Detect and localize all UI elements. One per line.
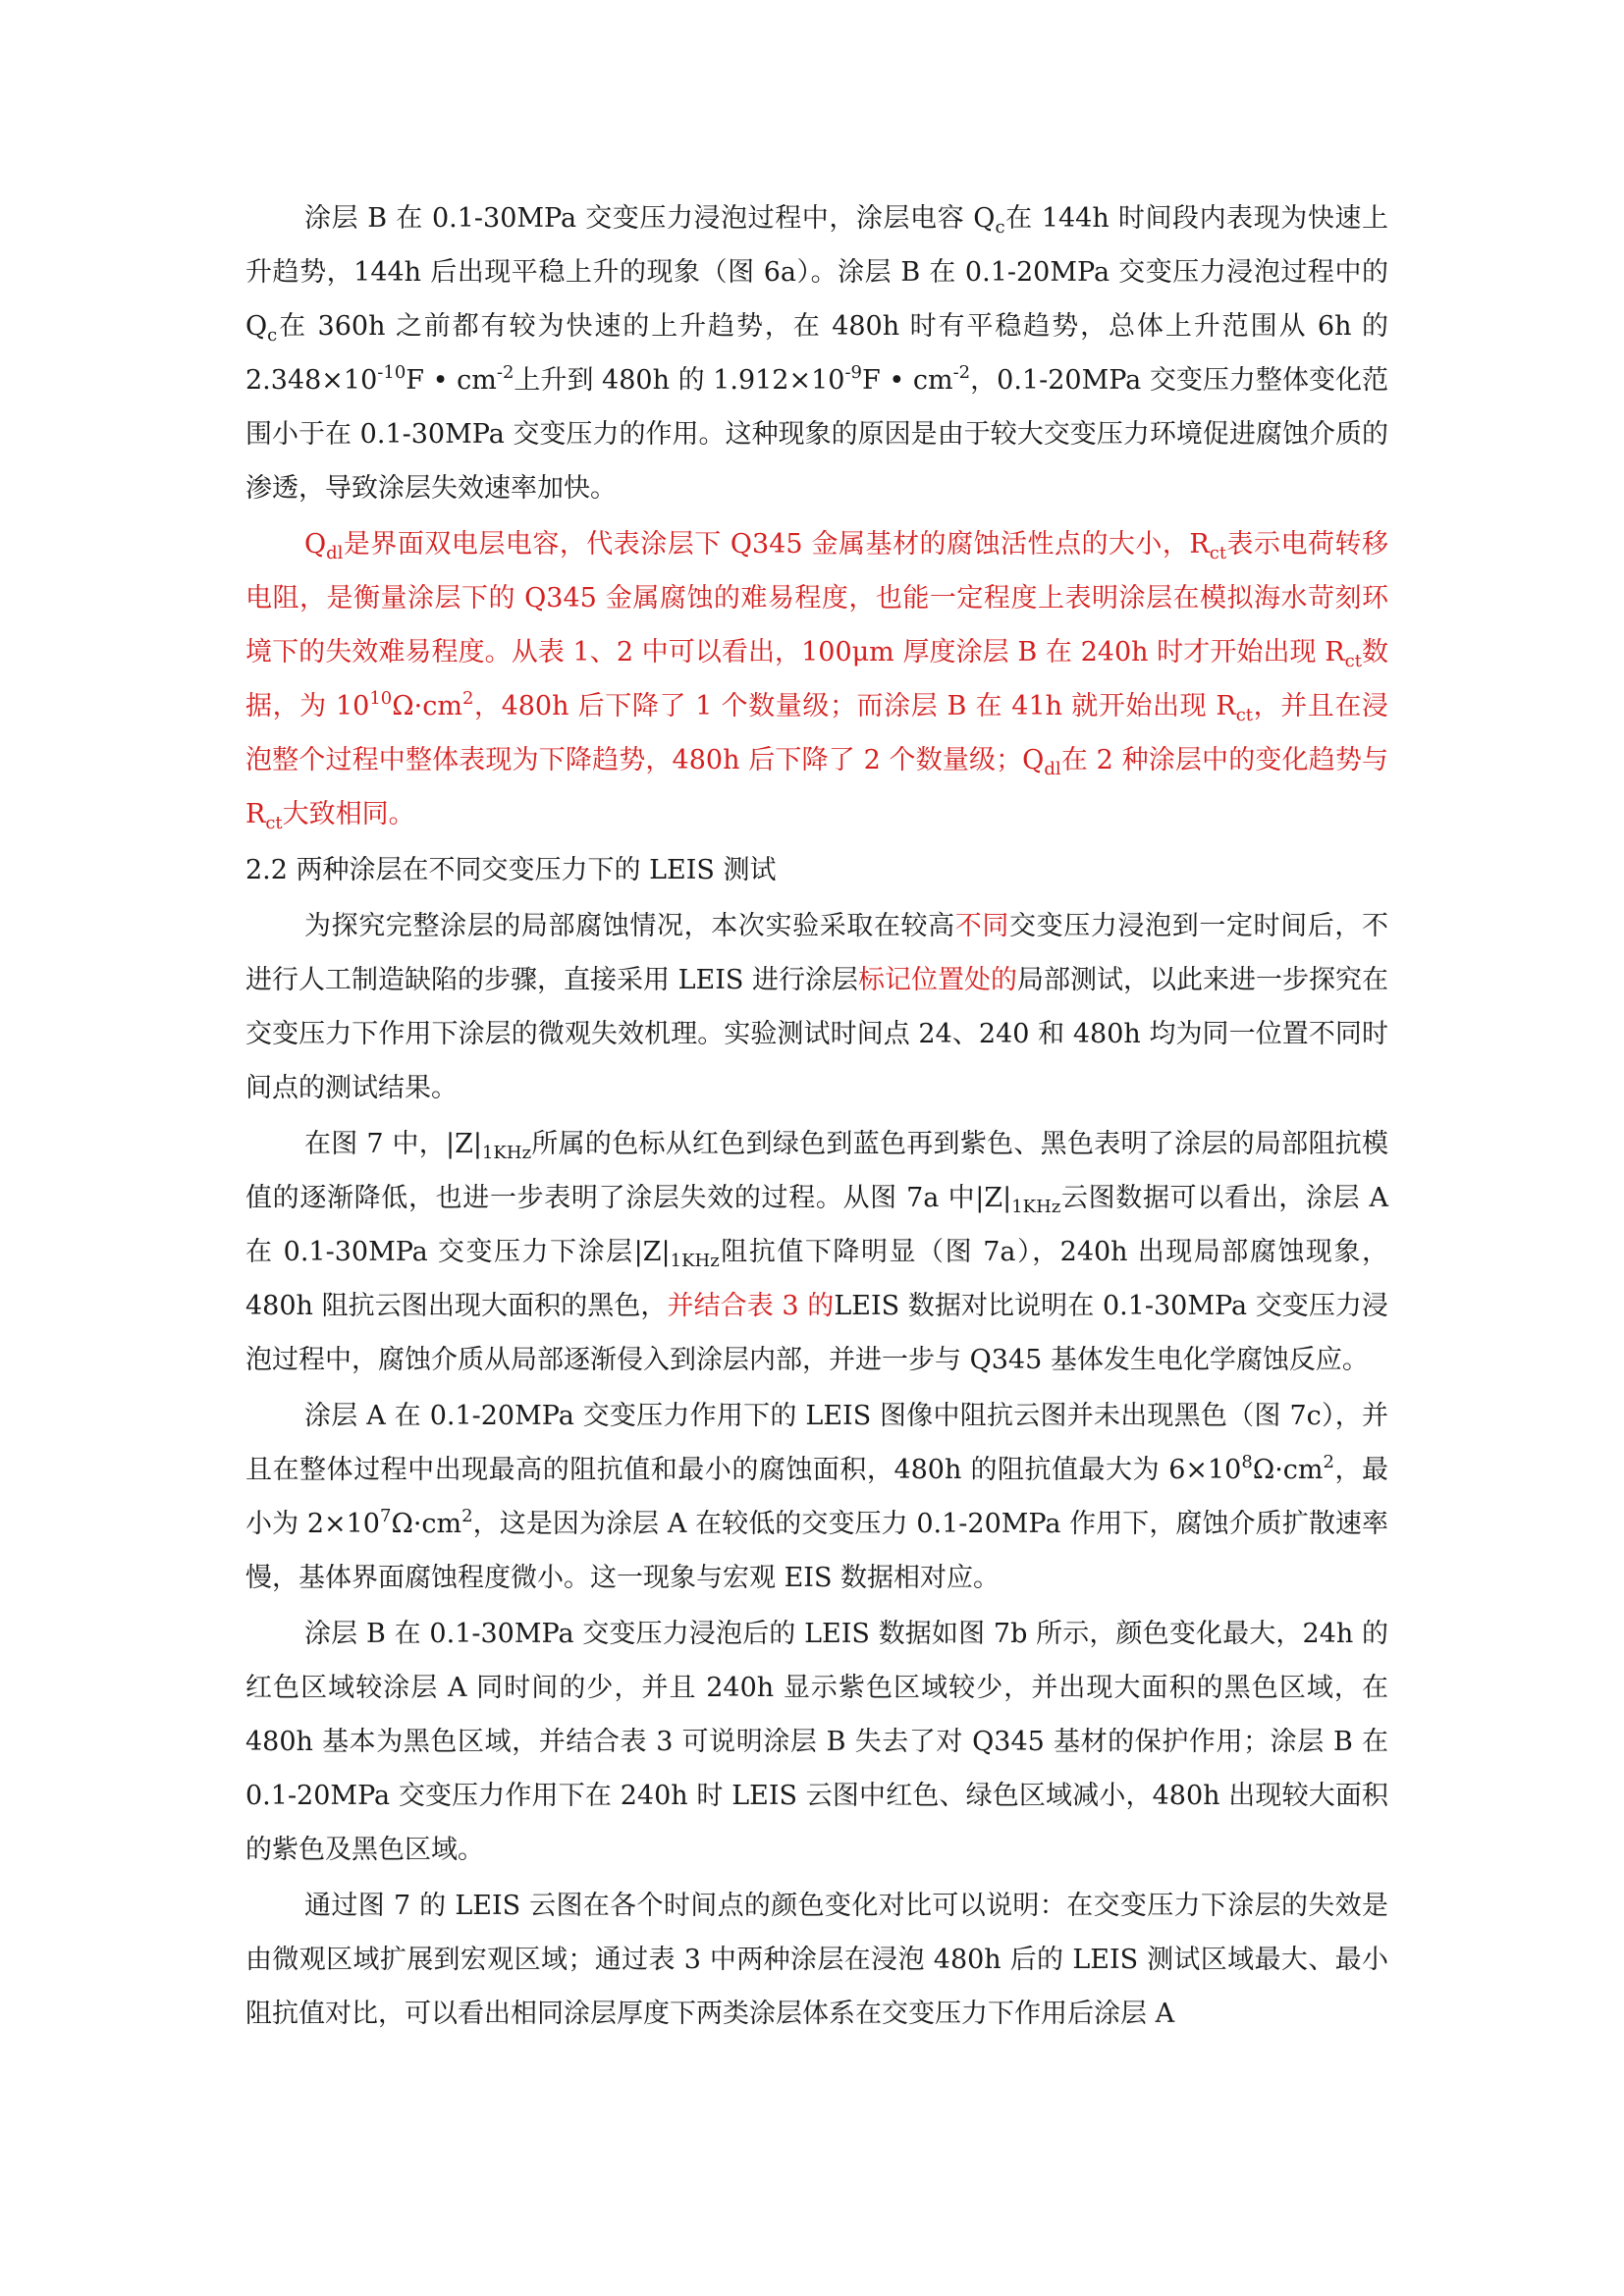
paragraph-coating-b-capacitance: 涂层 B 在 0.1-30MPa 交变压力浸泡过程中，涂层电容 $Q_c$在 144h 时间段内表现为快速上升趋势，144h 后出现平稳上升的现象（图 6a）。涂层 B 在 0.1-20MPa 交变压力浸泡过程中的 $Q_c$在 360h 之前都有较为快速的上升趋势，在 480h 时有平稳趋势，总体上升范围从 6h 的 $2.348\times 10^{-10}F$ • $cm^{-2}$上升到 480h 的 $1.912\times 10^{-9}F$ • $cm^{-2}$，0.1-20MPa 交变压力整体变化范围小于在 0.1-30MPa 交变压力的作用。这种现象的原因是由于较大交变压力环境促进腐蚀介质的渗透，导致涂层失效速率加快。 xyxy=(245,203,1388,504)
paragraph-coating-a-leis: 涂层 A 在 0.1-20MPa 交变压力作用下的 LEIS 图像中阻抗云图并未出现黑色（图 7c），并且在整体过程中出现最高的阻抗值和最小的腐蚀面积，480h 的阻抗值最大为 $6\times 10^8\Omega\cdot cm^2$，最小为 $2\times 10^7\Omega\cdot cm^2$，这是因为涂层 A 在较低的交变压力 0.1-20MPa 作用下，腐蚀介质扩散速率慢，基体界面腐蚀程度微小。这一现象与宏观 EIS 数据相对应。 xyxy=(245,1401,1389,1593)
paragraph-conclusion: 通过图 7 的 LEIS 云图在各个时间点的颜色变化对比可以说明：在交变压力下涂层的失效是由微观区域扩展到宏观区域；通过表 3 中两种涂层在浸泡 480h 后的 LEIS 测试区域最大、最小阻抗值对比，可以看出相同涂层厚度下两类涂层体系在交变压力下作用后涂层 A xyxy=(245,1891,1388,2029)
paragraph-coating-b-leis: 涂层 B 在 0.1-30MPa 交变压力浸泡后的 LEIS 数据如图 7b 所示，颜色变化最大，24h 的红色区域较涂层 A 同时间的少，并且 240h 显示紫色区域较少，并出现大面积的黑色区域，在 480h 基本为黑色区域，并结合表 3 可说明涂层 B 失去了对 Q345 基材的保护作用；涂层 B 在 0.1-20MPa 交变压力作用下在 240h 时 LEIS 云图中红色、绿色区域减小，480h 出现较大面积的紫色及黑色区域。 xyxy=(245,1619,1388,1865)
paragraph-leis-method: 为探究完整涂层的局部腐蚀情况，本次实验采取在较高不同交变压力浸泡到一定时间后，不进行人工制造缺陷的步骤，直接采用 LEIS 进行涂层标记位置处的局部测试，以此来进一步探究在交变压力下作用下涂层的微观失效机理。实验测试时间点 24、240 和 480h 均为同一位置不同时间点的测试结果。 xyxy=(245,911,1389,1103)
section-heading: 2.2 两种涂层在不同交变压力下的 LEIS 测试 xyxy=(245,855,777,885)
paragraph-figure-7-colorbar: 在图 7 中，$|Z|_{1KHz}$所属的色标从红色到绿色到蓝色再到紫色、黑色表明了涂层的局部阻抗模值的逐渐降低，也进一步表明了涂层失效的过程。从图 7a 中$|Z|_{1KHz}$云图数据可以看出，涂层 A 在 0.1-30MPa 交变压力下涂层$|Z|_{1KHz}$阻抗值下降明显（图 7a），240h 出现局部腐蚀现象，480h 阻抗云图出现大面积的黑色，并结合表 3 的LEIS 数据对比说明在 0.1-30MPa 交变压力浸泡过程中，腐蚀介质从局部逐渐侵入到涂层内部，并进一步与 Q345 基体发生电化学腐蚀反应。 xyxy=(245,1129,1389,1375)
paragraph-double-layer-capacitance: $Q_{dl}$是界面双电层电容，代表涂层下 Q345 金属基材的腐蚀活性点的大小，$R_{ct}$表示电荷转移电阻，是衡量涂层下的 Q345 金属腐蚀的难易程度，也能一定程度上表明涂层在模拟海水苛刻环境下的失效难易程度。从表 1、2 中可以看出，100μm 厚度涂层 B 在 240h 时才开始出现 $R_{ct}$数据，为 $10^{10}\Omega\cdot cm^2$，480h 后下降了 1 个数量级；而涂层 B 在 41h 就开始出现 $R_{ct}$，并且在浸泡整个过程中整体表现为下降趋势，480h 后下降了 2 个数量级；$Q_{dl}$在 2 种涂层中的变化趋势与 $R_{ct}$大致相同。 xyxy=(245,529,1389,833)
